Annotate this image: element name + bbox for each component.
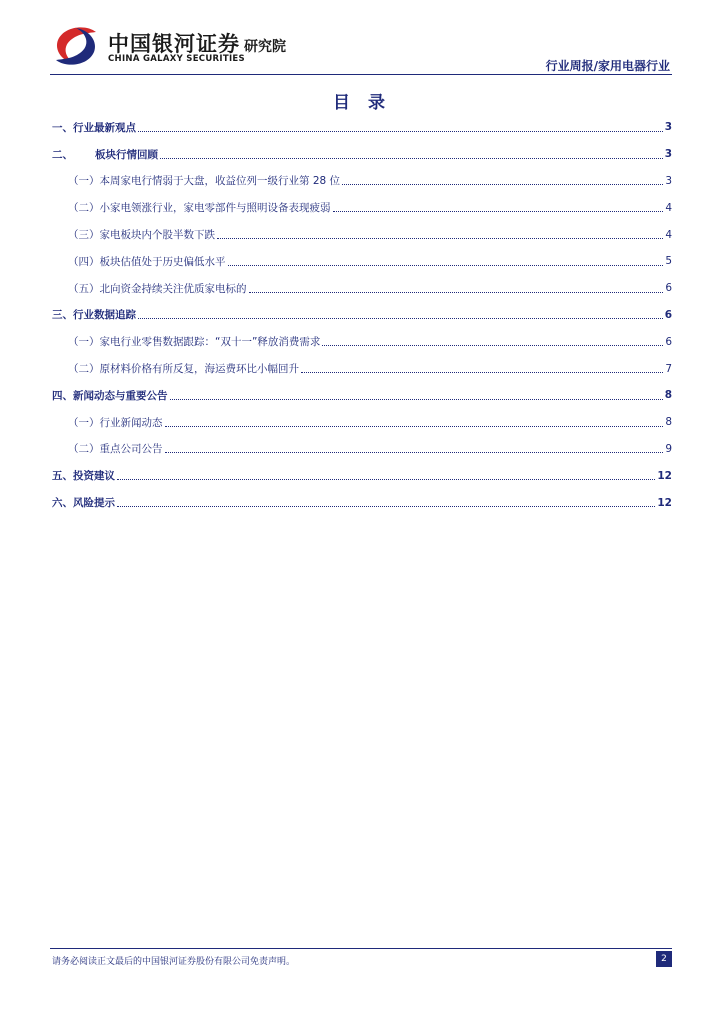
toc-entry-page: 6 xyxy=(665,282,672,295)
toc-entry[interactable] xyxy=(52,168,672,195)
toc-entry-page: 12 xyxy=(657,469,672,482)
page-number: 2 xyxy=(656,951,672,967)
toc-entry-page: 12 xyxy=(657,496,672,509)
brand-institute: 研究院 xyxy=(244,39,286,55)
header-divider xyxy=(50,74,672,75)
toc-entry-label: （五）北向资金持续关注优质家电标的 xyxy=(68,282,247,295)
toc-entry-label: （二）原材料价格有所反复，海运费环比小幅回升 xyxy=(68,363,299,376)
toc-entry-label: （三）家电板块内个股半数下跌 xyxy=(68,229,215,242)
toc-entry-label: （一）家电行业零售数据跟踪：“双十一”释放消费需求 xyxy=(68,336,321,349)
toc-entry-label: （二）小家电领涨行业，家电零部件与照明设备表现疲弱 xyxy=(68,202,331,215)
toc-entry-label: （一）行业新闻动态 xyxy=(68,416,163,429)
toc-title: 目 录 xyxy=(333,93,391,113)
toc-entry-page: 4 xyxy=(665,228,672,241)
toc-entry-label: 四、新闻动态与重要公告 xyxy=(52,389,168,402)
toc-entry[interactable] xyxy=(52,221,672,248)
toc-entry-label: （四）板块估值处于历史偏低水平 xyxy=(68,255,226,268)
toc-entry[interactable] xyxy=(52,248,672,275)
toc-leader-dots xyxy=(165,426,664,427)
toc-entry-page: 3 xyxy=(664,121,672,134)
toc-entry[interactable] xyxy=(52,328,672,355)
toc-entry-label xyxy=(52,147,158,162)
toc-leader-dots xyxy=(138,131,663,132)
toc-entry-page: 6 xyxy=(665,335,672,348)
toc-entry[interactable] xyxy=(52,114,672,141)
toc-entry[interactable] xyxy=(52,462,672,489)
footer-disclaimer: 请务必阅读正文最后的中国银河证券股份有限公司免责声明。 xyxy=(52,957,296,967)
galaxy-swirl-logo-icon xyxy=(50,22,102,70)
toc-leader-dots xyxy=(117,479,655,480)
toc-entry-page: 5 xyxy=(665,255,672,268)
toc-leader-dots xyxy=(117,506,655,507)
toc-entry[interactable] xyxy=(52,355,672,382)
toc-entry-label: （二）重点公司公告 xyxy=(68,443,163,456)
toc-entry[interactable] xyxy=(52,194,672,221)
toc-entry-label: （一）本周家电行情弱于大盘，收益位列一级行业第 28 位 xyxy=(68,175,341,188)
toc-entry[interactable] xyxy=(52,382,672,409)
toc-entry-page: 3 xyxy=(664,148,672,161)
toc-entry-number: 二、 xyxy=(52,148,73,161)
toc-entry[interactable] xyxy=(52,409,672,436)
toc-entry[interactable] xyxy=(52,141,672,168)
toc-entry-label: 六、风险提示 xyxy=(52,497,115,510)
toc-leader-dots xyxy=(160,158,663,159)
toc-entry[interactable] xyxy=(52,302,672,329)
toc-leader-dots xyxy=(170,399,663,400)
toc-entry[interactable] xyxy=(52,436,672,463)
toc-entry-page: 4 xyxy=(665,201,672,214)
toc-leader-dots xyxy=(322,345,663,346)
toc-entry-page: 9 xyxy=(665,442,672,455)
toc-leader-dots xyxy=(333,211,664,212)
toc-entry-page: 6 xyxy=(664,308,672,321)
toc-leader-dots xyxy=(138,318,663,319)
toc-entry-label: 三、行业数据追踪 xyxy=(52,309,136,322)
toc-entry-label: 一、行业最新观点 xyxy=(52,121,136,134)
toc-entry[interactable] xyxy=(52,275,672,302)
toc-leader-dots xyxy=(165,452,664,453)
toc-entry-heading: 板块行情回顾 xyxy=(95,148,158,161)
toc-leader-dots xyxy=(301,372,663,373)
brand-name-cn: 中国银河证券 xyxy=(108,32,240,56)
footer-divider xyxy=(50,948,672,949)
toc-entry-page: 8 xyxy=(665,416,672,429)
report-category-tag: 行业周报/家用电器行业 xyxy=(545,59,670,73)
toc-entry-label: 五、投资建议 xyxy=(52,470,115,483)
toc-leader-dots xyxy=(342,184,663,185)
toc-entry-page: 3 xyxy=(665,174,672,187)
toc-entry-page: 8 xyxy=(664,389,672,402)
toc-leader-dots xyxy=(228,265,664,266)
page-header xyxy=(0,0,724,80)
table-of-contents xyxy=(52,114,672,516)
brand-name-en: CHINA GALAXY SECURITIES xyxy=(108,54,245,64)
toc-entry[interactable] xyxy=(52,489,672,516)
toc-entry-page: 7 xyxy=(665,362,672,375)
toc-leader-dots xyxy=(217,238,663,239)
toc-leader-dots xyxy=(249,292,664,293)
